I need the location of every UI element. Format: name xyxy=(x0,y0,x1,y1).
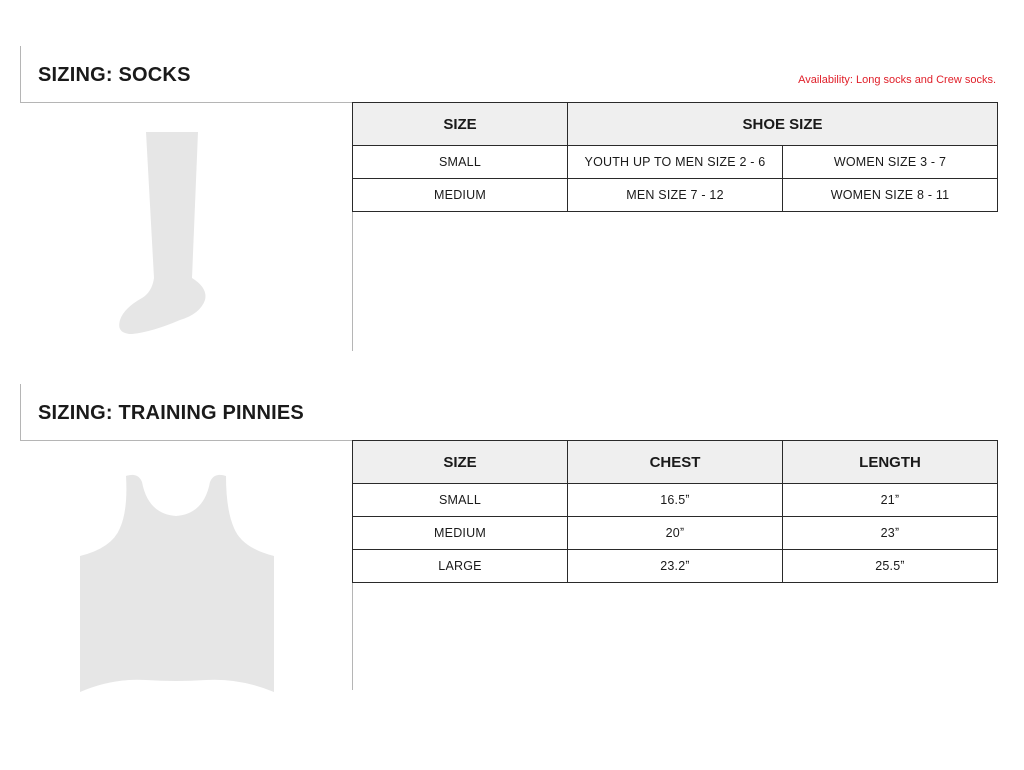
column-header-size: SIZE xyxy=(353,103,568,146)
section-divider xyxy=(20,440,353,441)
socks-section xyxy=(0,46,1024,351)
table-cell: MEN SIZE 7 - 12 xyxy=(568,179,783,212)
table-cell: YOUTH UP TO MEN SIZE 2 - 6 xyxy=(568,146,783,179)
table-cell: 25.5ˮ xyxy=(783,550,998,583)
pinnies-title: SIZING: TRAINING PINNIES xyxy=(38,402,304,424)
table-cell: LARGE xyxy=(353,550,568,583)
column-header-length: LENGTH xyxy=(783,441,998,484)
section-divider xyxy=(20,102,353,103)
table-cell: 23ˮ xyxy=(783,517,998,550)
table-row xyxy=(353,179,998,212)
table-cell: 21ˮ xyxy=(783,484,998,517)
socks-size-table xyxy=(352,102,998,212)
socks-title: SIZING: SOCKS xyxy=(38,64,191,86)
section-divider xyxy=(20,46,21,103)
table-cell: SMALL xyxy=(353,484,568,517)
table-cell: 16.5ˮ xyxy=(568,484,783,517)
pinnies-size-table xyxy=(352,440,998,583)
table-cell: WOMEN SIZE 8 - 11 xyxy=(783,179,998,212)
table-cell: MEDIUM xyxy=(353,517,568,550)
section-divider xyxy=(20,384,21,441)
table-header-row xyxy=(353,103,998,146)
table-row xyxy=(353,484,998,517)
table-row xyxy=(353,146,998,179)
table-cell: MEDIUM xyxy=(353,179,568,212)
table-cell: SMALL xyxy=(353,146,568,179)
sock-icon xyxy=(110,128,220,338)
table-row xyxy=(353,550,998,583)
table-cell: WOMEN SIZE 3 - 7 xyxy=(783,146,998,179)
table-row xyxy=(353,517,998,550)
table-cell: 23.2ˮ xyxy=(568,550,783,583)
column-header-shoe-size: SHOE SIZE xyxy=(568,103,998,146)
table-cell: 20ˮ xyxy=(568,517,783,550)
pinnie-icon xyxy=(76,470,278,696)
availability-note: Availability: Long socks and Crew socks. xyxy=(798,74,996,86)
column-header-size: SIZE xyxy=(353,441,568,484)
table-header-row xyxy=(353,441,998,484)
column-header-chest: CHEST xyxy=(568,441,783,484)
pinnies-section xyxy=(0,384,1024,690)
